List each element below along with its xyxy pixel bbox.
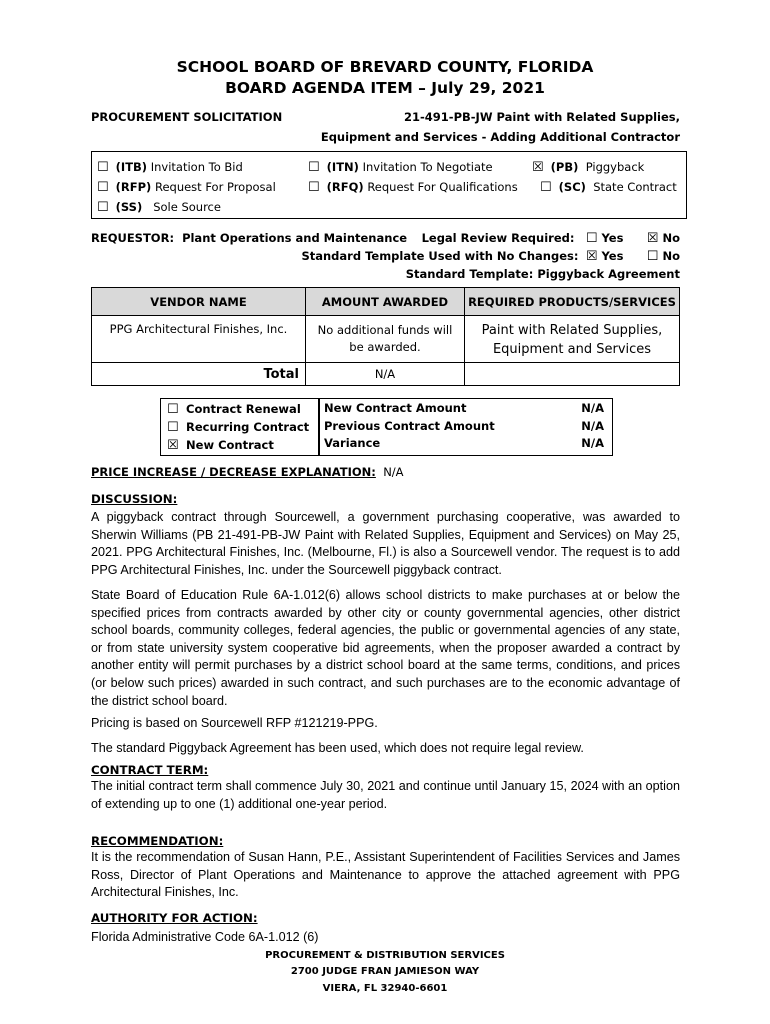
vendor-cell: PPG Architectural Finishes, Inc. [92, 316, 306, 363]
products-line: Paint with Related Supplies, [481, 323, 663, 338]
checkbox-icon: ☐ [308, 180, 320, 195]
contract-term-text: The initial contract term shall commence July 30, 2021 and continue until January 15, 2024 with an option of extending up to one (1) additional one-year period. [91, 779, 680, 811]
requestor-label: REQUESTOR: [91, 231, 175, 245]
authority-text: Florida Administrative Code 6A-1.012 (6) [91, 930, 319, 944]
option-label: Request For Qualifications [367, 180, 518, 194]
option-label: Request For Proposal [154, 180, 276, 194]
checkbox-icon: ☐ [585, 231, 598, 246]
requestor-line [91, 231, 407, 245]
discussion-paragraph-4: The standard Piggyback Agreement has been used, which does not require legal review. [91, 741, 584, 755]
checked-checkbox-icon: ☒ [167, 438, 179, 453]
std-template-line: Standard Template: Piggyback Agreement [405, 267, 680, 281]
legal-yes-label: Yes [601, 231, 624, 245]
option-code: (PB) [550, 160, 579, 174]
variance-value: N/A [581, 436, 604, 450]
option-code: (RFQ) [326, 180, 364, 194]
footer-line-3: VIERA, FL 32940-6601 [322, 983, 448, 994]
column-header: AMOUNT AWARDED [306, 288, 465, 316]
discussion-paragraph-3: Pricing is based on Sourcewell RFP #121219-PPG. [91, 716, 378, 730]
products-line: Equipment and Services [492, 342, 652, 357]
contract-option-new [167, 438, 274, 453]
checkbox-icon: ☐ [167, 420, 179, 435]
option-code: (ITB) [115, 160, 148, 174]
requestor-value: Plant Operations and Maintenance [182, 231, 408, 245]
total-row [92, 363, 680, 386]
option-label: Sole Source [153, 200, 221, 214]
table-row [92, 316, 680, 363]
previous-contract-amount-value: N/A [581, 419, 604, 433]
solicitation-label: PROCUREMENT SOLICITATION [91, 110, 283, 124]
vendor-table [91, 287, 680, 386]
std-template-nochange-label: Standard Template Used with No Changes: [301, 249, 579, 263]
option-label: State Contract [593, 180, 677, 194]
price-explanation [91, 465, 404, 479]
solicitation-option-ss [97, 200, 221, 215]
checkbox-icon: ☐ [97, 180, 109, 195]
legal-review-line [422, 231, 680, 246]
checkbox-icon: ☐ [646, 249, 659, 264]
checkbox-icon: ☐ [308, 160, 320, 175]
solicitation-title-line1: 21-491-PB-JW Paint with Related Supplies, [404, 110, 680, 124]
amount-cell [306, 316, 465, 363]
total-value: N/A [306, 363, 465, 386]
checked-checkbox-icon: ☒ [646, 231, 659, 246]
solicitation-title-line2: Equipment and Services - Adding Additional Contractor [320, 130, 680, 144]
page-title: SCHOOL BOARD OF BREVARD COUNTY, FLORIDA [176, 58, 594, 76]
recommendation-heading: RECOMMENDATION: [91, 834, 224, 848]
variance-label: Variance [324, 436, 381, 450]
new-contract-amount-label: New Contract Amount [324, 401, 467, 415]
previous-contract-amount-label: Previous Contract Amount [324, 419, 495, 433]
solicitation-option-rfp [97, 180, 276, 195]
discussion-heading: DISCUSSION: [91, 492, 178, 506]
solicitation-option-rfq [308, 180, 518, 195]
discussion-paragraph-1: A piggyback contract through Sourcewell, a government purchasing cooperative, was awarded to Sherwin Williams (PB 21-491-PB-JW Paint with Related Supplies, Equipment and Services) on May 25, 2021. PPG Architectural Finishes, Inc. (Melbourne, Fl.) is also a Sourcewell vendor. The request is to add PPG Architectural Finishes, Inc. under the Sourcewell piggyback contract. [91, 510, 680, 577]
table-header-row [92, 288, 680, 316]
total-label: Total [92, 363, 306, 386]
checkbox-icon: ☐ [97, 160, 109, 175]
footer-line-1: PROCUREMENT & DISTRIBUTION SERVICES [265, 950, 505, 961]
contract-option-renewal [167, 402, 301, 417]
price-explanation-value: N/A [383, 465, 404, 479]
checkbox-icon: ☐ [97, 200, 109, 215]
discussion-paragraph-2: State Board of Education Rule 6A-1.012(6) allows school districts to make purchases at or below the specified prices from contracts awarded by other city or county governmental agencies, other district school boards, community colleges, federal agencies, the public or governmental agencies of any state, or from state university system cooperative bid agreements, when the proposer awarded a contract by another entity will permit purchases by a district school board at the same terms, conditions, and prices (or below such prices) awarded in such contract, and such purchases are to the economic advantage of the district school board. [91, 588, 680, 708]
amount-line: No additional funds will [317, 323, 453, 337]
checked-checkbox-icon: ☒ [532, 160, 544, 175]
std-template-nochange-line [301, 249, 680, 264]
checked-checkbox-icon: ☒ [585, 249, 598, 264]
legal-no-label: No [662, 231, 680, 245]
page-subtitle: BOARD AGENDA ITEM – July 29, 2021 [225, 79, 545, 97]
option-label: Invitation To Negotiate [362, 160, 493, 174]
contract-term-heading: CONTRACT TERM: [91, 763, 209, 777]
std-yes-label: Yes [601, 249, 624, 263]
contract-option-recurring [167, 420, 309, 435]
option-code: (ITN) [326, 160, 359, 174]
option-code: (RFP) [115, 180, 152, 194]
option-code: (SS) [115, 200, 143, 214]
std-no-label: No [662, 249, 680, 263]
column-header: VENDOR NAME [92, 288, 306, 316]
amount-line: be awarded. [349, 340, 421, 354]
option-label: Piggyback [585, 160, 645, 174]
solicitation-option-itb [97, 160, 243, 175]
recommendation-text: It is the recommendation of Susan Hann, P.E., Assistant Superintendent of Facilities Services and James Ross, Director of Plant Operations and Maintenance to approve the attached agreement with PPG Architectural Finishes, Inc. [91, 850, 680, 900]
products-cell [465, 316, 680, 363]
solicitation-option-itn [308, 160, 493, 175]
legal-review-label: Legal Review Required: [421, 231, 575, 245]
solicitation-option-sc [540, 180, 677, 195]
total-empty-cell [465, 363, 680, 386]
footer-line-2: 2700 JUDGE FRAN JAMIESON WAY [290, 966, 480, 977]
authority-heading: AUTHORITY FOR ACTION: [91, 911, 258, 925]
new-contract-amount-value: N/A [581, 401, 604, 415]
contract-option-label: Contract Renewal [186, 402, 301, 416]
price-explanation-label: PRICE INCREASE / DECREASE EXPLANATION: [91, 465, 376, 479]
option-label: Invitation To Bid [150, 160, 243, 174]
contract-option-label: Recurring Contract [186, 420, 310, 434]
solicitation-option-pb [532, 160, 644, 175]
checkbox-icon: ☐ [540, 180, 552, 195]
checkbox-icon: ☐ [167, 402, 179, 417]
contract-option-label: New Contract [186, 438, 274, 452]
column-header: REQUIRED PRODUCTS/SERVICES [465, 288, 680, 316]
option-code: (SC) [558, 180, 586, 194]
